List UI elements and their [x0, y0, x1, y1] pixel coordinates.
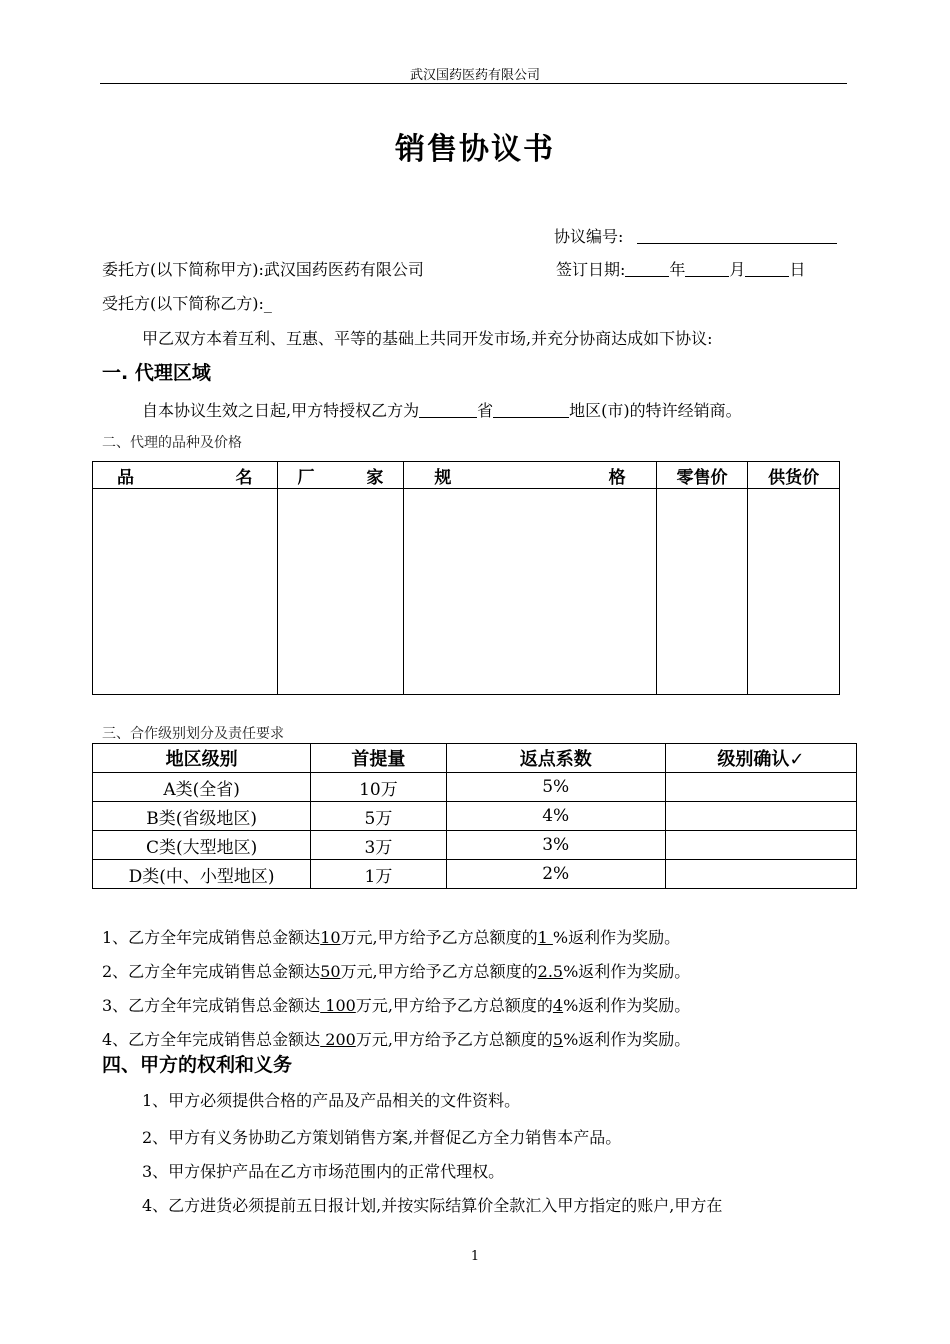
agreement-number-blank [637, 227, 837, 244]
party-b-value: _ [263, 294, 272, 313]
table-row: B类(省级地区) 5万 4% [93, 802, 857, 831]
sign-date-month: 月 [729, 260, 746, 279]
col-product-name: 品 名 [93, 462, 278, 489]
province-blank [419, 401, 477, 418]
list-item: 1、甲方必须提供合格的产品及产品相关的文件资料。 [142, 1091, 521, 1110]
sign-date-label: 签订日期: [556, 260, 626, 279]
party-a-name: 武汉国药医药有限公司 [263, 260, 424, 279]
rebate-line-1: 1、乙方全年完成销售总金额达10万元,甲方给予乙方总额度的1 %返利作为奖励。 [102, 928, 681, 947]
product-table-body [93, 489, 840, 695]
col-retail-price: 零售价 [656, 462, 748, 489]
col-region-level: 地区级别 [93, 744, 311, 773]
sign-date-year: 年 [669, 260, 686, 279]
col-manufacturer: 厂 家 [277, 462, 404, 489]
header-divider [100, 83, 847, 84]
list-item: 3、甲方保护产品在乙方市场范围内的正常代理权。 [142, 1162, 505, 1181]
level-table-header [93, 744, 857, 773]
document-title: 销售协议书 [395, 132, 555, 167]
col-level-confirm: 级别确认✓ [665, 744, 856, 773]
product-price-table [92, 461, 840, 695]
rebate-line-3: 3、乙方全年完成销售总金额达 100万元,甲方给予乙方总额度的4%返利作为奖励。 [102, 996, 691, 1015]
sign-date-day: 日 [789, 260, 806, 279]
party-a-row [102, 257, 424, 280]
list-item: 2、甲方有义务协助乙方策划销售方案,并督促乙方全力销售本产品。 [142, 1128, 622, 1147]
rebate-line-4: 4、乙方全年完成销售总金额达 200万元,甲方给予乙方总额度的5%返利作为奖励。 [102, 1030, 691, 1049]
product-table-header [93, 462, 840, 489]
col-specification: 规 格 [404, 462, 656, 489]
section-3-heading: 三、合作级别划分及责任要求 [102, 726, 284, 742]
col-rebate-rate: 返点系数 [446, 744, 665, 773]
rebate-line-2: 2、乙方全年完成销售总金额达50万元,甲方给予乙方总额度的2.5%返利作为奖励。 [102, 962, 691, 981]
col-initial-qty: 首提量 [311, 744, 446, 773]
col-supply-price: 供货价 [748, 462, 840, 489]
agreement-number-label: 协议编号: [554, 227, 624, 246]
section-1-heading: 一. 代理区域 [102, 362, 211, 384]
sign-date-row [556, 257, 805, 280]
section-2-heading: 二、代理的品种及价格 [102, 435, 242, 451]
page-number: 1 [470, 1249, 480, 1264]
region-blank [493, 401, 569, 418]
section-4-heading: 四、甲方的权利和义务 [102, 1054, 293, 1076]
intro-paragraph: 甲乙双方本着互利、互惠、平等的基础上共同开发市场,并充分协商达成如下协议: [142, 329, 713, 348]
party-b-label: 受托方(以下简称乙方): [102, 294, 264, 313]
table-row: D类(中、小型地区) 1万 2% [93, 860, 857, 889]
table-row: C类(大型地区) 3万 3% [93, 831, 857, 860]
party-b-row [102, 291, 272, 314]
level-table [92, 743, 857, 889]
section-1-text: 自本协议生效之日起,甲方特授权乙方为 省 地区(市)的特许经销商。 [142, 401, 742, 420]
header-company: 武汉国药医药有限公司 [409, 68, 540, 83]
agreement-number-row [554, 224, 837, 247]
party-a-label: 委托方(以下简称甲方): [102, 260, 264, 279]
list-item: 4、乙方进货必须提前五日报计划,并按实际结算价全款汇入甲方指定的账户,甲方在 [142, 1196, 723, 1215]
table-row: A类(全省) 10万 5% [93, 773, 857, 802]
